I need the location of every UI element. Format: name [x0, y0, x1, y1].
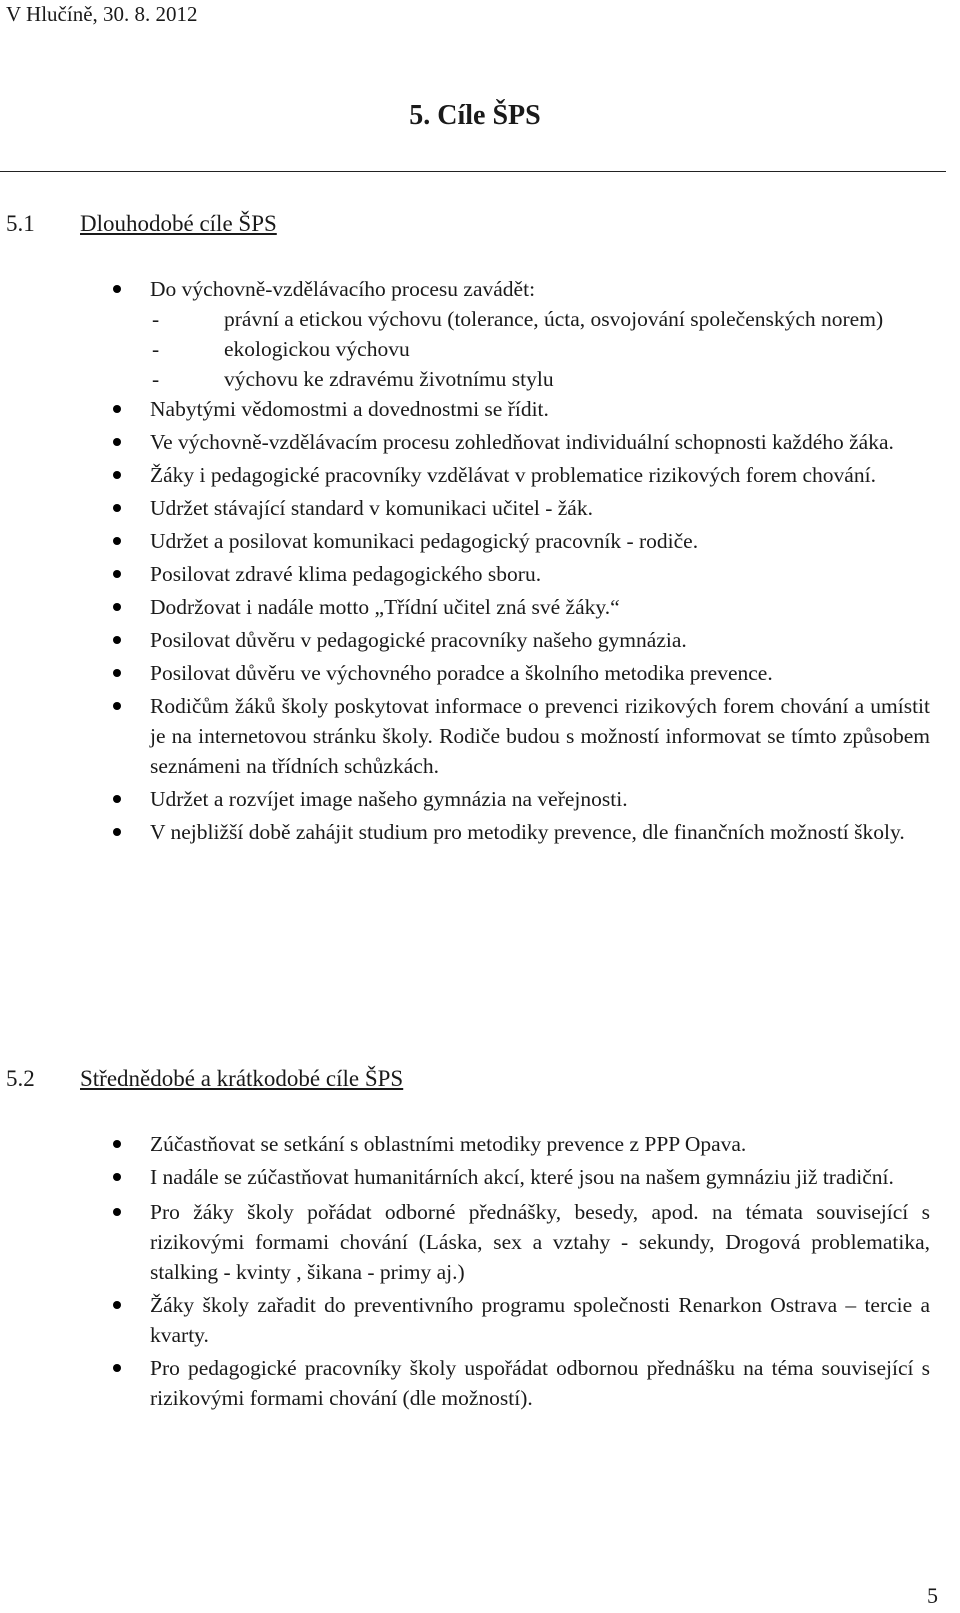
- list-item-text: Posilovat důvěru ve výchovného poradce a školního metodika prevence.: [150, 661, 773, 685]
- bullet-icon: [113, 570, 121, 578]
- list-item-text: I nadále se zúčastňovat humanitárních akcí, které jsou na našem gymnáziu již tradiční.: [150, 1165, 894, 1189]
- bullet-icon: [113, 438, 121, 446]
- bullet-icon: [113, 471, 121, 479]
- sub-item-text: výchovu ke zdravému životnímu stylu: [224, 367, 554, 391]
- list-item-text: Pro žáky školy pořádat odborné přednášky, besedy, apod. na témata související s rizikovými formami chování (Láska, sex a vztahy - sekundy, Drogová problematika, stalking - kvinty , šikana - primy aj.): [150, 1200, 930, 1284]
- bullet-icon: [113, 828, 121, 836]
- list-item-text: Žáky i pedagogické pracovníky vzdělávat v problematice rizikových forem chování.: [150, 463, 876, 487]
- list-item-text: Do výchovně-vzdělávacího procesu zavádět:: [150, 277, 536, 301]
- sub-item-text: ekologickou výchovu: [224, 337, 410, 361]
- long-term-goals-list: [150, 274, 930, 847]
- list-item-text: Udržet a rozvíjet image našeho gymnázia na veřejnosti.: [150, 787, 628, 811]
- bullet-icon: [113, 405, 121, 413]
- bullet-icon: [113, 504, 121, 512]
- bullet-icon: [113, 636, 121, 644]
- bullet-icon: [113, 1208, 121, 1216]
- bullet-icon: [113, 702, 121, 710]
- sub-item: [150, 334, 930, 364]
- list-item: [150, 427, 930, 457]
- list-item-text: Udržet a posilovat komunikaci pedagogický pracovník - rodiče.: [150, 529, 699, 553]
- list-item-text: Posilovat důvěru v pedagogické pracovníky našeho gymnázia.: [150, 628, 687, 652]
- bullet-icon: [113, 1140, 121, 1148]
- bullet-icon: [113, 1301, 121, 1309]
- list-item: [150, 592, 930, 622]
- list-item: [150, 691, 930, 781]
- list-item-text: Nabytými vědomostmi a dovednostmi se řídit.: [150, 397, 549, 421]
- page-number: 5: [927, 1583, 938, 1608]
- list-item: [150, 394, 930, 424]
- title-divider: [0, 171, 946, 172]
- list-item: [150, 526, 930, 556]
- list-item: [150, 817, 930, 847]
- list-item: [150, 1353, 930, 1413]
- list-item-text: Udržet stávající standard v komunikaci učitel - žák.: [150, 496, 593, 520]
- sub-item: [150, 304, 930, 334]
- chapter-title: 5. Cíle ŠPS: [409, 100, 541, 131]
- dash-icon: -: [152, 307, 160, 331]
- list-item: [150, 784, 930, 814]
- list-item: [150, 658, 930, 688]
- list-item-text: Žáky školy zařadit do preventivního programu společnosti Renarkon Ostrava – tercie a kvarty.: [150, 1293, 930, 1347]
- bullet-icon: [113, 669, 121, 677]
- section-number: 5.2: [6, 1066, 35, 1091]
- section-title: Střednědobé a krátkodobé cíle ŠPS: [80, 1066, 404, 1091]
- list-item-text: Posilovat zdravé klima pedagogického sboru.: [150, 562, 542, 586]
- list-item-text: Zúčastňovat se setkání s oblastními metodiky prevence z PPP Opava.: [150, 1132, 747, 1156]
- bullet-icon: [113, 1364, 121, 1372]
- list-item: [150, 1129, 930, 1159]
- section-title: Dlouhodobé cíle ŠPS: [80, 211, 277, 236]
- list-item: [150, 625, 930, 655]
- short-term-goals-list: [150, 1129, 930, 1413]
- section-number: 5.1: [6, 211, 35, 236]
- bullet-icon: [113, 795, 121, 803]
- list-item: [150, 460, 930, 490]
- document-header: V Hlučíně, 30. 8. 2012: [6, 2, 198, 26]
- dash-icon: -: [152, 337, 160, 361]
- list-item: [150, 493, 930, 523]
- list-item: [150, 1162, 930, 1192]
- bullet-icon: [113, 285, 121, 293]
- bullet-icon: [113, 603, 121, 611]
- list-item: [150, 274, 930, 394]
- list-item-text: V nejbližší době zahájit studium pro metodiky prevence, dle finančních možností školy.: [150, 820, 905, 844]
- bullet-icon: [113, 1173, 121, 1181]
- list-item-text: Dodržovat i nadále motto „Třídní učitel zná své žáky.“: [150, 595, 620, 619]
- list-item-text: Ve výchovně-vzdělávacím procesu zohledňovat individuální schopnosti každého žáka.: [150, 430, 894, 454]
- list-item: [150, 1290, 930, 1350]
- dash-icon: -: [152, 367, 160, 391]
- sub-item: [150, 364, 930, 394]
- sub-item-text: právní a etickou výchovu (tolerance, úcta, osvojování společenských norem): [224, 307, 884, 331]
- list-item-text: Rodičům žáků školy poskytovat informace o prevenci rizikových forem chování a umístit je na internetovou stránku školy. Rodiče budou s možností informovat se tímto způsobem seznámeni na třídních schůzkách.: [150, 694, 930, 778]
- list-item: [150, 559, 930, 589]
- list-item-text: Pro pedagogické pracovníky školy uspořádat odbornou přednášku na téma související s rizikovými formami chování (dle možností).: [150, 1356, 930, 1410]
- list-item: [150, 1197, 930, 1287]
- bullet-icon: [113, 537, 121, 545]
